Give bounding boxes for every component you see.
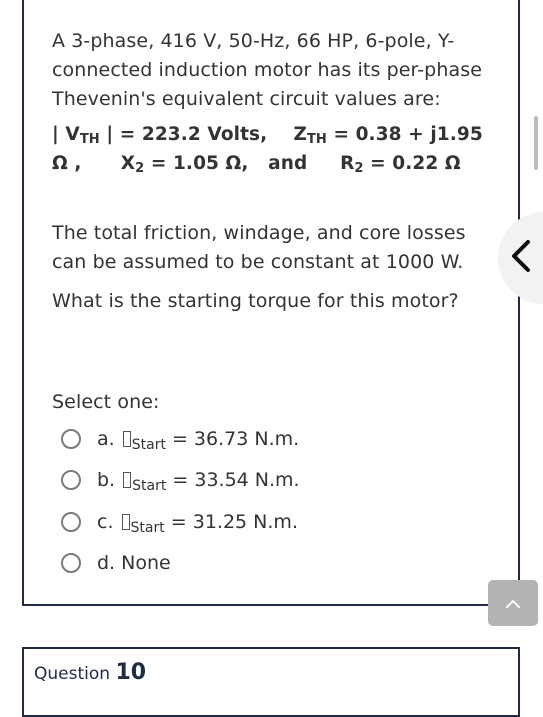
answer-options xyxy=(52,418,492,584)
chevron-up-icon xyxy=(505,594,521,613)
radio-button[interactable] xyxy=(61,553,81,573)
missing-glyph-icon xyxy=(123,431,131,447)
radio-button[interactable] xyxy=(61,470,81,490)
missing-glyph-icon xyxy=(122,514,130,530)
option-d[interactable] xyxy=(52,543,492,585)
question-intro: A 3-phase, 416 V, 50-Hz, 66 HP, 6-pole, Y-connected induction motor has its per-phase Thevenin's equivalent circuit values are: xyxy=(52,30,483,110)
chevron-left-icon xyxy=(508,239,534,277)
option-label: b. $_{Start}$ = 33.54 N.m. xyxy=(97,469,300,495)
next-question-card xyxy=(22,647,520,717)
option-c[interactable] xyxy=(52,501,492,543)
question-number-label: Question 10 xyxy=(34,660,147,685)
question-card xyxy=(22,0,520,606)
radio-button[interactable] xyxy=(61,512,81,532)
option-b[interactable] xyxy=(52,460,492,502)
circuit-values: | $V_{TH}$ | = 223.2 Volts, $Z_{TH} = 0.38 + j1.95$ Ω , $X_2 = 1.05$ Ω, and $R_2 = 0.22$ Ω xyxy=(52,124,483,176)
question-prompt: What is the starting torque for this motor? xyxy=(52,290,459,312)
option-label: a. $_{Start}$ = 36.73 N.m. xyxy=(97,427,300,453)
option-label: d. None xyxy=(97,552,171,575)
option-label: c. $_{Start}$ = 31.25 N.m. xyxy=(97,510,298,536)
option-a[interactable] xyxy=(52,418,492,460)
radio-button[interactable] xyxy=(61,429,81,449)
select-one-label: Select one: xyxy=(52,391,160,413)
missing-glyph-icon xyxy=(123,472,131,488)
losses-statement: The total friction, windage, and core losses can be assumed to be constant at 1000 W. xyxy=(52,222,466,273)
back-to-top-button[interactable] xyxy=(488,580,538,626)
scrollbar[interactable] xyxy=(534,116,538,170)
